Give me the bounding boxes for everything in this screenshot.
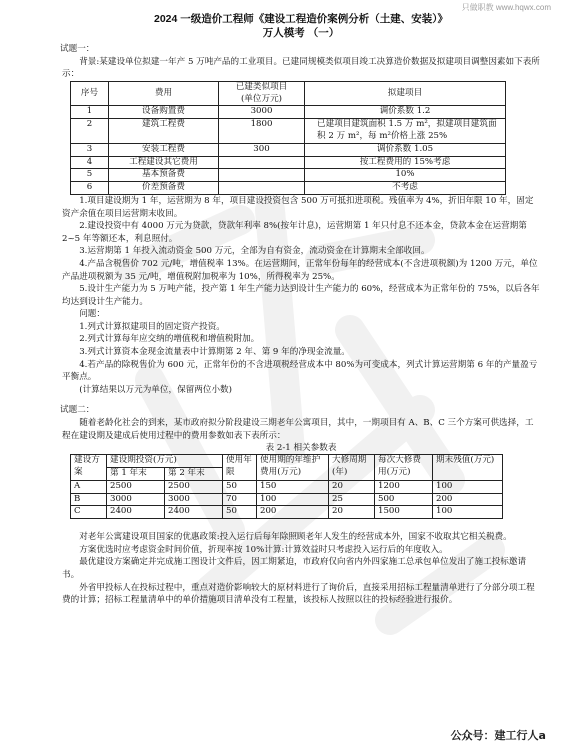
table-cell: 工程建设其它费用 xyxy=(109,156,219,169)
table-cell xyxy=(219,156,305,169)
questions-label: 问题： xyxy=(79,309,105,320)
table-header-cell: 第 2 年末 xyxy=(165,468,223,481)
table-cell: 3000 xyxy=(219,106,305,119)
cost-adjustment-table xyxy=(70,81,506,195)
table-header-cell: 序号 xyxy=(71,81,109,106)
question-item: 1.列式计算拟建项目的固定资产投资。 xyxy=(79,321,225,332)
table-cell: 3 xyxy=(71,143,109,156)
table-cell: 基本预备费 xyxy=(109,169,219,182)
table-cell: 2500 xyxy=(107,480,165,493)
table-cell: 2400 xyxy=(165,506,223,519)
table-cell: 50 xyxy=(223,480,257,493)
document-subtitle: 万人模考 （一） xyxy=(262,27,340,39)
table-header-cell: 每次大修费用(万元) xyxy=(375,455,433,481)
question-2-paragraph: 外省甲投标人在投标过程中，重点对造价影响较大的原材料进行了询价后，直接采用招标工程量清单进行了分部分项工程费的计算；招标工程量清单中的单价措施项目清单没有工程量，该投标人按照以往的投标经验进行报价。 xyxy=(62,582,535,606)
question-item: 3.列式计算资本金现金流量表中计算期第 2 年、第 9 年的净现金流量。 xyxy=(79,347,350,358)
table-row xyxy=(71,182,506,195)
table-row xyxy=(71,506,503,519)
account-watermark: 公众号：建工行人a xyxy=(448,726,549,744)
table-cell: 建筑工程费 xyxy=(109,119,219,144)
table-cell: 3000 xyxy=(165,493,223,506)
table-row xyxy=(71,169,506,182)
table-cell: 200 xyxy=(433,493,503,506)
table-cell: 3000 xyxy=(107,493,165,506)
table-header-cell: 建设方案 xyxy=(71,455,107,481)
table-cell: 价差预备费 xyxy=(109,182,219,195)
table-header-cell: 第 1 年末 xyxy=(107,468,165,481)
question-2-intro: 随着老龄化社会的到来，某市政府拟分阶段建设三期老年公寓项目，其中，一期项目有 A、B、C 三个方案可供选择，工程在建设期及建成后使用过程中的费用参数如表下表所示： xyxy=(62,418,534,441)
table-cell: 1800 xyxy=(219,119,305,144)
question-1-paragraph: 2.建设投资中有 4000 万元为贷款，贷款年利率 8%(按年计息)，运营期第 1 年只付息不还本金，贷款本金在运营期第 2~5 年等额还本，利息照付。 xyxy=(62,221,527,244)
table-header-cell: 使用期的年维护费用(万元) xyxy=(257,455,329,481)
question-item: 4.若产品的除税售价为 600 元，正常年份的不含进项税经营成本中 80%为可变成本，列式计算运营期第 6 年的产量盈亏平衡点。 xyxy=(62,359,538,383)
question-1-paragraph: 4.产品含税售价 702 元/吨，增值税率 13%。在运营期间，正常年份每年的经营成本(不含进项税额)为 1200 万元，单位产品进项税额为 35 元/吨，增值税附加税率为 10%，所得税率为 25%。 xyxy=(62,258,538,282)
table-header-cell: 费用 xyxy=(109,81,219,106)
table-cell: 1200 xyxy=(375,480,433,493)
table-cell: 2400 xyxy=(107,506,165,519)
table-header-cell: 建设期投资(万元) xyxy=(107,455,223,468)
table-cell xyxy=(219,169,305,182)
table-cell: A xyxy=(71,480,107,493)
table-cell: 500 xyxy=(375,493,433,506)
table-row xyxy=(71,480,503,493)
table-cell: 设备购置费 xyxy=(109,106,219,119)
table-row xyxy=(71,106,506,119)
table-row xyxy=(71,156,506,169)
table-header-cell: 拟建项目 xyxy=(305,81,506,106)
table-cell: 已建项目建筑面积 1.5 万 m²，拟建项目建筑面积 2 万 m²，每 m²价格上涨 25% xyxy=(305,119,506,144)
question-2-paragraph: 对老年公寓建设项目国家的优惠政策:投入运行后每年除照顾老年人发生的经营成本外，国家不收取其它相关税费。 xyxy=(79,532,512,543)
table-cell: C xyxy=(71,506,107,519)
table-cell: 10% xyxy=(305,169,506,182)
table-cell: 调价系数 1.05 xyxy=(305,143,506,156)
question-1-paragraph: 3.运营期第 1 年投入流动资金 500 万元，全部为自有资金，流动资金在计算期末全部收回。 xyxy=(79,246,430,257)
table-cell: 25 xyxy=(329,493,375,506)
table-cell: 2 xyxy=(71,119,109,144)
table-row xyxy=(71,119,506,144)
watermark-label: 只做职教 www.hqwx.com xyxy=(461,3,551,12)
table-cell: 5 xyxy=(71,169,109,182)
table-row xyxy=(71,493,503,506)
table-cell: 按工程费用的 15%考虑 xyxy=(305,156,506,169)
table-cell: 不考虑 xyxy=(305,182,506,195)
table-cell: 20 xyxy=(329,480,375,493)
question-2-label: 试题二： xyxy=(60,405,95,416)
table-cell: 70 xyxy=(223,493,257,506)
question-1-label: 试题一： xyxy=(60,44,95,54)
table-cell: 200 xyxy=(257,506,329,519)
question-1-paragraph: 1.项目建设期为 1 年，运营期为 8 年，项目建设投资包含 500 万可抵扣进项税。残值率为 4%，折旧年限 10 年，固定资产余值在项目运营期末收回。 xyxy=(62,195,534,219)
table-cell: 安装工程费 xyxy=(109,143,219,156)
table-header-row xyxy=(71,455,503,468)
document-title: 2024 一级造价工程师《建设工程造价案例分析（土建、安装）》 xyxy=(153,13,449,25)
table-cell: 2500 xyxy=(165,480,223,493)
exam-page xyxy=(62,12,540,607)
table-cell: 6 xyxy=(71,182,109,195)
question-1-paragraph: 5.设计生产能力为 5 万吨产能，投产第 1 年生产能力达到设计生产能力的 60%，经营成本为正常年份的 75%，以后各年均达到设计生产能力。 xyxy=(62,284,540,307)
table-cell: 20 xyxy=(329,506,375,519)
table-cell: 调价系数 1.2 xyxy=(305,106,506,119)
question-2-paragraph: 最优建设方案确定并完成施工图设计文件后，因工期紧迫，市政府仅向省内外四家施工总承包单位发出了施工投标邀请书。 xyxy=(62,557,527,580)
table-cell: 100 xyxy=(433,480,503,493)
calculation-note: (计算结果以万元为单位，保留两位小数) xyxy=(79,384,232,395)
table-cell: 1 xyxy=(71,106,109,119)
table-cell: 300 xyxy=(219,143,305,156)
table-cell xyxy=(219,182,305,195)
question-item: 2.列式计算每年应交纳的增值税和增值税附加。 xyxy=(79,334,260,345)
table-header-cell: 大修周期(年) xyxy=(329,455,375,481)
table-cell: 50 xyxy=(223,506,257,519)
table-header-cell: 使用年限 xyxy=(223,455,257,481)
question-2-paragraph: 方案优选时应考虑资金时间价值，折现率按 10%计算:计算效益时只考虑投入运行后的年度收入。 xyxy=(79,544,448,555)
table-cell: 150 xyxy=(257,480,329,493)
table-caption: 表 2-1 相关参数表 xyxy=(265,443,337,454)
table-header-cell: 期末残值(万元) xyxy=(433,455,503,481)
table-header-row xyxy=(71,81,506,106)
table-cell: 100 xyxy=(433,506,503,519)
parameter-table xyxy=(70,454,503,519)
table-cell: 100 xyxy=(257,493,329,506)
table-header-cell: 已建类似项目 (单位万元) xyxy=(219,81,305,106)
table-cell: B xyxy=(71,493,107,506)
table-row xyxy=(71,143,506,156)
question-1-background: 背景:某建设单位拟建一年产 5 万吨产品的工业项目。已建同规模类似项目竣工决算造价数据及拟建项目调整因素如下表所示： xyxy=(62,56,540,80)
table-cell: 1500 xyxy=(375,506,433,519)
table-cell: 4 xyxy=(71,156,109,169)
